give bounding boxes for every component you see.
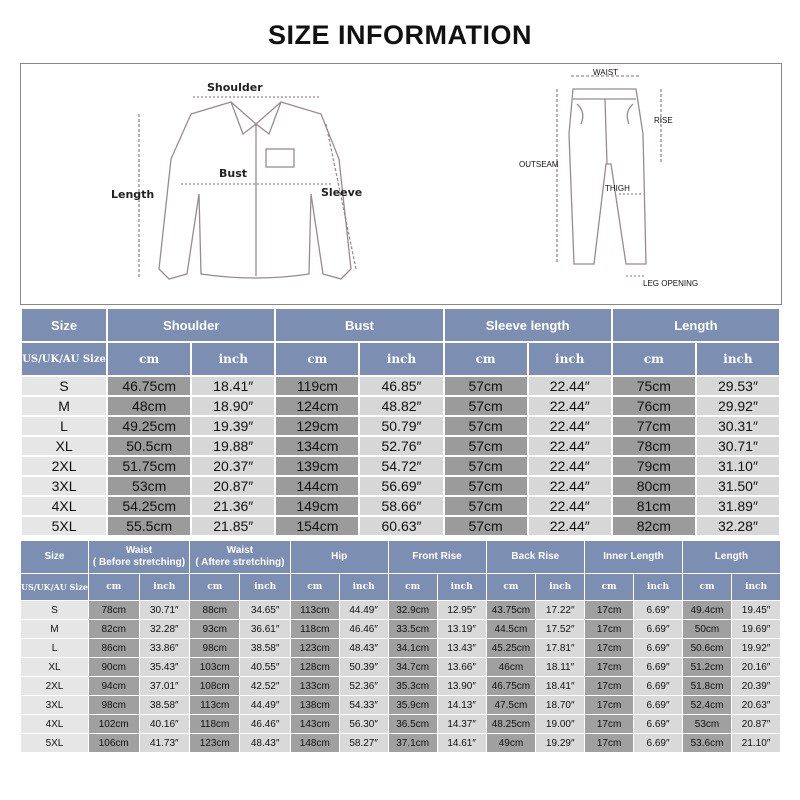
table-row: [21, 639, 780, 657]
table-cell: 144cm: [276, 477, 358, 495]
waist-before-header: [89, 541, 189, 573]
table-cell: 50.5cm: [108, 437, 190, 455]
table-cell: 46cm: [487, 658, 536, 676]
table-cell: 48.82″: [360, 397, 442, 415]
size-cell: M: [22, 397, 106, 415]
measurement-diagram: [20, 63, 782, 305]
table-cell: 103cm: [190, 658, 239, 676]
table-cell: 54.25cm: [108, 497, 190, 515]
table-cell: 129cm: [276, 417, 358, 435]
table-cell: 58.66″: [360, 497, 442, 515]
size-subheader: US/UK/AU Size: [21, 574, 88, 600]
table-cell: 138cm: [291, 696, 339, 714]
table-cell: 48.43″: [240, 734, 289, 752]
table-cell: 57cm: [445, 517, 527, 535]
table-cell: 22.44″: [529, 497, 611, 515]
unit-cm: cm: [108, 343, 190, 375]
table-cell: 82cm: [613, 517, 695, 535]
size-cell: S: [21, 601, 88, 619]
table-row: [21, 696, 780, 714]
size-cell: 5XL: [22, 517, 106, 535]
table-cell: 113cm: [291, 601, 339, 619]
table-cell: 56.69″: [360, 477, 442, 495]
unit-cm: cm: [276, 343, 358, 375]
table-cell: 17.81″: [536, 639, 584, 657]
table-cell: 18.90″: [192, 397, 274, 415]
table-cell: 35.9cm: [389, 696, 437, 714]
table-cell: 41.73″: [140, 734, 190, 752]
table-cell: 17cm: [585, 601, 633, 619]
table-cell: 21.36″: [192, 497, 274, 515]
table-cell: 31.89″: [697, 497, 779, 515]
table-row: [22, 417, 779, 435]
table-cell: 33.5cm: [389, 620, 437, 638]
size-cell: S: [22, 377, 106, 395]
table-row: [22, 457, 779, 475]
table-cell: 123cm: [190, 734, 239, 752]
table-cell: 14.13″: [438, 696, 486, 714]
table-cell: 48cm: [108, 397, 190, 415]
table-cell: 46.46″: [240, 715, 289, 733]
table-row: [21, 677, 780, 695]
table-cell: 14.37″: [438, 715, 486, 733]
table-cell: 46.75cm: [108, 377, 190, 395]
unit-inch: inch: [529, 343, 611, 375]
table-cell: 22.44″: [529, 477, 611, 495]
length-header: Length: [683, 541, 780, 573]
table-cell: 22.44″: [529, 417, 611, 435]
table-cell: 20.63″: [732, 696, 780, 714]
size-subheader: US/UK/AU Size: [22, 343, 106, 375]
table-cell: 47.5cm: [487, 696, 536, 714]
table-cell: 34.1cm: [389, 639, 437, 657]
table-cell: 29.53″: [697, 377, 779, 395]
table-cell: 48.25cm: [487, 715, 536, 733]
table-cell: 49.4cm: [683, 601, 731, 619]
table-cell: 34.65″: [240, 601, 289, 619]
unit-inch: inch: [634, 574, 682, 600]
table-cell: 56.30″: [340, 715, 388, 733]
unit-cm: cm: [291, 574, 339, 600]
unit-inch: inch: [340, 574, 388, 600]
size-cell: 3XL: [22, 477, 106, 495]
bottom-size-table: [20, 540, 781, 753]
table-row: [21, 715, 780, 733]
table-cell: 21.85″: [192, 517, 274, 535]
table-cell: 53cm: [108, 477, 190, 495]
table-cell: 18.41″: [192, 377, 274, 395]
table-cell: 154cm: [276, 517, 358, 535]
table-cell: 31.10″: [697, 457, 779, 475]
table-cell: 19.39″: [192, 417, 274, 435]
table-cell: 43.75cm: [487, 601, 536, 619]
table-cell: 90cm: [89, 658, 139, 676]
table-cell: 76cm: [613, 397, 695, 415]
shoulder-header: Shoulder: [108, 309, 274, 341]
table-cell: 93cm: [190, 620, 239, 638]
unit-cm: cm: [190, 574, 239, 600]
size-cell: 4XL: [22, 497, 106, 515]
table-cell: 38.58″: [240, 639, 289, 657]
table-cell: 50.6cm: [683, 639, 731, 657]
table-cell: 75cm: [613, 377, 695, 395]
table-cell: 14.61″: [438, 734, 486, 752]
table-cell: 22.44″: [529, 377, 611, 395]
unit-inch: inch: [192, 343, 274, 375]
table-row: [22, 397, 779, 415]
waist-after-header: [190, 541, 290, 573]
inner-length-header: Inner Length: [585, 541, 682, 573]
table-cell: 17cm: [585, 734, 633, 752]
table-cell: 78cm: [89, 601, 139, 619]
table-cell: 57cm: [445, 477, 527, 495]
size-cell: M: [21, 620, 88, 638]
hip-header: Hip: [291, 541, 388, 573]
table-cell: 6.69″: [634, 639, 682, 657]
table-cell: 19.88″: [192, 437, 274, 455]
table-cell: 19.92″: [732, 639, 780, 657]
table-cell: 118cm: [291, 620, 339, 638]
leg-opening-label: LEG OPENING: [643, 279, 699, 288]
table-cell: 22.44″: [529, 437, 611, 455]
table-cell: 17cm: [585, 620, 633, 638]
table-cell: 57cm: [445, 457, 527, 475]
length-header: Length: [613, 309, 779, 341]
table-cell: 17.52″: [536, 620, 584, 638]
table-cell: 19.69″: [732, 620, 780, 638]
table-cell: 94cm: [89, 677, 139, 695]
table-cell: 54.33″: [340, 696, 388, 714]
table-row: [22, 517, 779, 535]
size-cell: L: [22, 417, 106, 435]
table-cell: 123cm: [291, 639, 339, 657]
unit-inch: inch: [732, 574, 780, 600]
table-cell: 86cm: [89, 639, 139, 657]
table-cell: 149cm: [276, 497, 358, 515]
table-cell: 49cm: [487, 734, 536, 752]
unit-cm: cm: [389, 574, 437, 600]
table-cell: 31.50″: [697, 477, 779, 495]
table-cell: 6.69″: [634, 601, 682, 619]
table-cell: 57cm: [445, 417, 527, 435]
unit-cm: cm: [487, 574, 536, 600]
size-cell: XL: [22, 437, 106, 455]
table-cell: 30.71″: [140, 601, 190, 619]
header-line2: ( Before stretching): [92, 557, 186, 568]
unit-cm: cm: [683, 574, 731, 600]
header-line1: Waist: [226, 545, 254, 556]
table-cell: 88cm: [190, 601, 239, 619]
table-cell: 17cm: [585, 677, 633, 695]
table-cell: 60.63″: [360, 517, 442, 535]
table-cell: 48.43″: [340, 639, 388, 657]
table-cell: 57cm: [445, 377, 527, 395]
table-cell: 58.27″: [340, 734, 388, 752]
table-cell: 108cm: [190, 677, 239, 695]
table-cell: 17cm: [585, 715, 633, 733]
table-cell: 32.28″: [697, 517, 779, 535]
size-header: Size: [21, 541, 88, 573]
unit-inch: inch: [360, 343, 442, 375]
table-cell: 29.92″: [697, 397, 779, 415]
unit-inch: inch: [536, 574, 584, 600]
table-cell: 45.25cm: [487, 639, 536, 657]
table-cell: 46.46″: [340, 620, 388, 638]
table-cell: 30.31″: [697, 417, 779, 435]
pants-drawing: [557, 76, 661, 276]
header-line1: Waist: [125, 545, 153, 556]
sleeve-length-header: Sleeve length: [445, 309, 611, 341]
unit-inch: inch: [697, 343, 779, 375]
table-cell: 38.58″: [140, 696, 190, 714]
table-cell: 50cm: [683, 620, 731, 638]
table-row: [21, 658, 780, 676]
table-cell: 35.43″: [140, 658, 190, 676]
page-title: SIZE INFORMATION: [268, 20, 532, 50]
table-cell: 18.70″: [536, 696, 584, 714]
table-cell: 40.55″: [240, 658, 289, 676]
table-cell: 52.36″: [340, 677, 388, 695]
table-cell: 6.69″: [634, 620, 682, 638]
table-cell: 6.69″: [634, 696, 682, 714]
table-cell: 20.39″: [732, 677, 780, 695]
table-cell: 13.19″: [438, 620, 486, 638]
sleeve-label: Sleeve: [321, 186, 363, 199]
table-cell: 118cm: [190, 715, 239, 733]
table-cell: 50.79″: [360, 417, 442, 435]
table-cell: 79cm: [613, 457, 695, 475]
table-cell: 53.6cm: [683, 734, 731, 752]
table-cell: 98cm: [190, 639, 239, 657]
table-cell: 119cm: [276, 377, 358, 395]
table-cell: 18.11″: [536, 658, 584, 676]
table-cell: 113cm: [190, 696, 239, 714]
table-cell: 80cm: [613, 477, 695, 495]
table-cell: 133cm: [291, 677, 339, 695]
table-cell: 17cm: [585, 639, 633, 657]
table-cell: 51.8cm: [683, 677, 731, 695]
table-cell: 42.52″: [240, 677, 289, 695]
table-cell: 35.3cm: [389, 677, 437, 695]
table-cell: 17.22″: [536, 601, 584, 619]
length-label: Length: [111, 188, 155, 201]
table-cell: 18.41″: [536, 677, 584, 695]
table-cell: 46.85″: [360, 377, 442, 395]
table-cell: 6.69″: [634, 734, 682, 752]
table-cell: 30.71″: [697, 437, 779, 455]
garment-illustration: [21, 64, 781, 304]
table-row: [22, 437, 779, 455]
table-cell: 134cm: [276, 437, 358, 455]
table-cell: 20.87″: [732, 715, 780, 733]
bust-label: Bust: [219, 167, 248, 180]
unit-cm: cm: [613, 343, 695, 375]
table-cell: 52.76″: [360, 437, 442, 455]
table-row: [21, 601, 780, 619]
size-cell: 4XL: [21, 715, 88, 733]
table-row: [22, 497, 779, 515]
table-cell: 77cm: [613, 417, 695, 435]
table-cell: 128cm: [291, 658, 339, 676]
bust-header: Bust: [276, 309, 442, 341]
table-cell: 19.29″: [536, 734, 584, 752]
table-cell: 55.5cm: [108, 517, 190, 535]
table-cell: 36.61″: [240, 620, 289, 638]
table-cell: 13.43″: [438, 639, 486, 657]
table-cell: 57cm: [445, 397, 527, 415]
table-cell: 52.4cm: [683, 696, 731, 714]
table-cell: 139cm: [276, 457, 358, 475]
shoulder-label: Shoulder: [207, 81, 263, 94]
table-cell: 54.72″: [360, 457, 442, 475]
table-cell: 6.69″: [634, 677, 682, 695]
unit-cm: cm: [445, 343, 527, 375]
table-cell: 22.44″: [529, 397, 611, 415]
table-row: [22, 377, 779, 395]
size-cell: 3XL: [21, 696, 88, 714]
table-cell: 44.49″: [340, 601, 388, 619]
back-rise-header: Back Rise: [487, 541, 585, 573]
table-cell: 51.2cm: [683, 658, 731, 676]
table-cell: 17cm: [585, 696, 633, 714]
unit-inch: inch: [240, 574, 289, 600]
table-cell: 12.95″: [438, 601, 486, 619]
table-cell: 13.66″: [438, 658, 486, 676]
table-cell: 20.37″: [192, 457, 274, 475]
table-cell: 78cm: [613, 437, 695, 455]
table-cell: 143cm: [291, 715, 339, 733]
table-cell: 19.45″: [732, 601, 780, 619]
table-cell: 33.86″: [140, 639, 190, 657]
table-cell: 37.1cm: [389, 734, 437, 752]
unit-cm: cm: [585, 574, 633, 600]
table-cell: 20.87″: [192, 477, 274, 495]
table-cell: 37.01″: [140, 677, 190, 695]
table-cell: 6.69″: [634, 658, 682, 676]
size-cell: XL: [21, 658, 88, 676]
table-cell: 34.7cm: [389, 658, 437, 676]
table-cell: 36.5cm: [389, 715, 437, 733]
table-cell: 32.28″: [140, 620, 190, 638]
table-cell: 82cm: [89, 620, 139, 638]
size-cell: 2XL: [21, 677, 88, 695]
table-cell: 50.39″: [340, 658, 388, 676]
table-cell: 44.5cm: [487, 620, 536, 638]
rise-label: RISE: [654, 116, 673, 125]
table-cell: 20.16″: [732, 658, 780, 676]
table-cell: 22.44″: [529, 517, 611, 535]
table-cell: 17cm: [585, 658, 633, 676]
table-cell: 40.16″: [140, 715, 190, 733]
table-cell: 19.00″: [536, 715, 584, 733]
header-line2: ( Aftere stretching): [195, 557, 285, 568]
table-cell: 51.75cm: [108, 457, 190, 475]
thigh-label: THIGH: [605, 184, 630, 193]
table-row: [21, 620, 780, 638]
size-cell: L: [21, 639, 88, 657]
table-row: [22, 477, 779, 495]
table-cell: 106cm: [89, 734, 139, 752]
size-cell: 5XL: [21, 734, 88, 752]
table-cell: 22.44″: [529, 457, 611, 475]
table-cell: 57cm: [445, 437, 527, 455]
table-cell: 46.75cm: [487, 677, 536, 695]
table-row: [21, 734, 780, 752]
table-cell: 148cm: [291, 734, 339, 752]
top-size-table: [20, 307, 781, 537]
table-cell: 98cm: [89, 696, 139, 714]
table-cell: 6.69″: [634, 715, 682, 733]
table-cell: 81cm: [613, 497, 695, 515]
waist-label: WAIST: [593, 68, 619, 77]
size-header: Size: [22, 309, 106, 341]
table-cell: 21.10″: [732, 734, 780, 752]
table-cell: 32.9cm: [389, 601, 437, 619]
table-cell: 13.90″: [438, 677, 486, 695]
table-cell: 53cm: [683, 715, 731, 733]
unit-inch: inch: [140, 574, 190, 600]
unit-cm: cm: [89, 574, 139, 600]
size-cell: 2XL: [22, 457, 106, 475]
table-cell: 49.25cm: [108, 417, 190, 435]
unit-inch: inch: [438, 574, 486, 600]
outseam-label: OUTSEAM: [519, 160, 559, 169]
table-cell: 102cm: [89, 715, 139, 733]
table-cell: 124cm: [276, 397, 358, 415]
front-rise-header: Front Rise: [389, 541, 486, 573]
table-cell: 44.49″: [240, 696, 289, 714]
table-cell: 57cm: [445, 497, 527, 515]
